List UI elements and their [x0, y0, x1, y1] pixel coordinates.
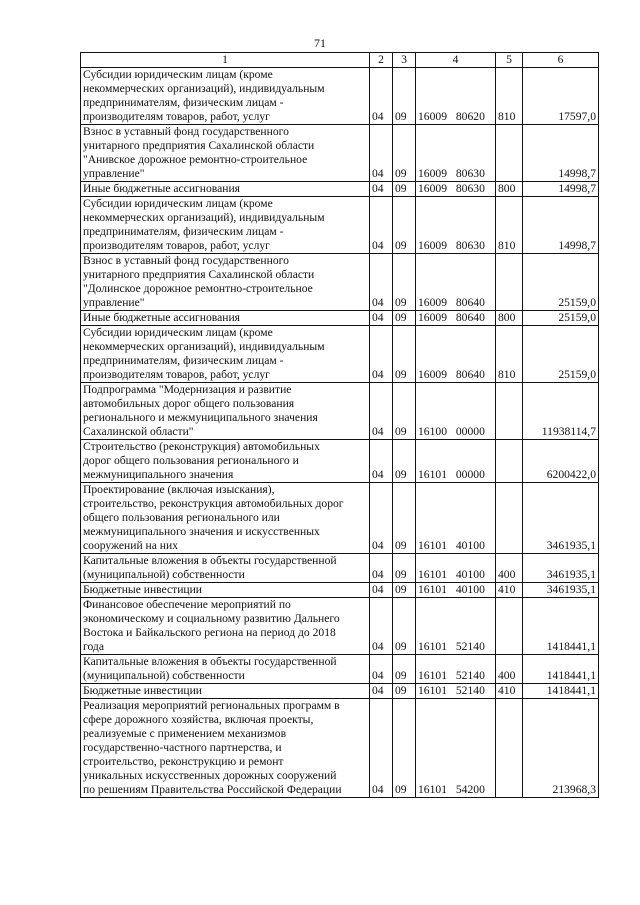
expense-type-code [496, 598, 523, 655]
amount: 6200422,0 [523, 440, 599, 483]
subsection-code: 09 [393, 684, 416, 699]
amount: 25159,0 [523, 311, 599, 326]
subsection-code: 09 [393, 699, 416, 798]
header-row [81, 53, 599, 68]
item-description: Субсидии юридическим лицам (кроме некоммерческих организаций), индивидуальным предпринимателям, физическим лицам - производителям товаров, работ, услуг [81, 197, 370, 254]
expense-type-code [496, 254, 523, 311]
section-code: 04 [370, 440, 393, 483]
expense-type-code: 800 [496, 311, 523, 326]
subsection-code: 09 [393, 125, 416, 182]
column-header: 3 [393, 53, 416, 68]
subsection-code: 09 [393, 254, 416, 311]
section-code: 04 [370, 254, 393, 311]
table-row [81, 483, 599, 554]
item-description: Иные бюджетные ассигнования [81, 182, 370, 197]
amount: 1418441,1 [523, 598, 599, 655]
table-row [81, 254, 599, 311]
column-header: 6 [523, 53, 599, 68]
target-article-code: 16009 80640 [416, 254, 496, 311]
target-article-code: 16009 80640 [416, 326, 496, 383]
item-description: Подпрограмма "Модернизация и развитие автомобильных дорог общего пользования регионального и межмуниципального значения Сахалинской области" [81, 383, 370, 440]
subsection-code: 09 [393, 554, 416, 583]
target-article-code: 16100 00000 [416, 383, 496, 440]
amount: 1418441,1 [523, 684, 599, 699]
table-row [81, 326, 599, 383]
section-code: 04 [370, 182, 393, 197]
table-row [81, 68, 599, 125]
target-article-code: 16101 52140 [416, 598, 496, 655]
section-code: 04 [370, 311, 393, 326]
item-description: Капитальные вложения в объекты государственной (муниципальной) собственности [81, 655, 370, 684]
amount: 213968,3 [523, 699, 599, 798]
section-code: 04 [370, 583, 393, 598]
table-row [81, 125, 599, 182]
table-row [81, 311, 599, 326]
target-article-code: 16101 40100 [416, 554, 496, 583]
table-row [81, 440, 599, 483]
target-article-code: 16101 52140 [416, 655, 496, 684]
table-row [81, 383, 599, 440]
item-description: Субсидии юридическим лицам (кроме некоммерческих организаций), индивидуальным предпринимателям, физическим лицам - производителям товаров, работ, услуг [81, 68, 370, 125]
budget-table [80, 52, 599, 798]
column-header: 4 [416, 53, 496, 68]
expense-type-code [496, 699, 523, 798]
section-code: 04 [370, 598, 393, 655]
subsection-code: 09 [393, 583, 416, 598]
target-article-code: 16009 80630 [416, 197, 496, 254]
section-code: 04 [370, 125, 393, 182]
table-row [81, 684, 599, 699]
subsection-code: 09 [393, 68, 416, 125]
expense-type-code [496, 125, 523, 182]
item-description: Иные бюджетные ассигнования [81, 311, 370, 326]
amount: 3461935,1 [523, 483, 599, 554]
expense-type-code: 810 [496, 197, 523, 254]
subsection-code: 09 [393, 182, 416, 197]
column-header: 2 [370, 53, 393, 68]
subsection-code: 09 [393, 655, 416, 684]
section-code: 04 [370, 554, 393, 583]
amount: 3461935,1 [523, 583, 599, 598]
section-code: 04 [370, 483, 393, 554]
expense-type-code: 810 [496, 326, 523, 383]
item-description: Финансовое обеспечение мероприятий по экономическому и социальному развитию Дальнего Востока и Байкальского региона на период до 2018 года [81, 598, 370, 655]
expense-type-code: 400 [496, 655, 523, 684]
expense-type-code: 400 [496, 554, 523, 583]
subsection-code: 09 [393, 197, 416, 254]
table-row [81, 197, 599, 254]
item-description: Субсидии юридическим лицам (кроме некоммерческих организаций), индивидуальным предпринимателям, физическим лицам - производителям товаров, работ, услуг [81, 326, 370, 383]
expense-type-code: 810 [496, 68, 523, 125]
item-description: Бюджетные инвестиции [81, 684, 370, 699]
table-row [81, 583, 599, 598]
target-article-code: 16101 54200 [416, 699, 496, 798]
subsection-code: 09 [393, 440, 416, 483]
target-article-code: 16101 52140 [416, 684, 496, 699]
expense-type-code: 800 [496, 182, 523, 197]
section-code: 04 [370, 699, 393, 798]
item-description: Взнос в уставный фонд государственного унитарного предприятия Сахалинской области "Долинское дорожное ремонтно-строительное управление" [81, 254, 370, 311]
item-description: Бюджетные инвестиции [81, 583, 370, 598]
section-code: 04 [370, 684, 393, 699]
table-row [81, 655, 599, 684]
amount: 25159,0 [523, 254, 599, 311]
column-header: 5 [496, 53, 523, 68]
table-row [81, 699, 599, 798]
expense-type-code: 410 [496, 684, 523, 699]
section-code: 04 [370, 655, 393, 684]
subsection-code: 09 [393, 326, 416, 383]
amount: 14998,7 [523, 197, 599, 254]
item-description: Реализация мероприятий региональных программ в сфере дорожного хозяйства, включая проекты, реализуемые с применением механизмов государственно-частного партнерства, и строительство, реконструкцию и ремонт уникальных искусственных дорожных сооружений по решениям Правительства Российской Федерации [81, 699, 370, 798]
item-description: Строительство (реконструкция) автомобильных дорог общего пользования регионального и межмуниципального значения [81, 440, 370, 483]
column-header: 1 [81, 53, 370, 68]
table-row [81, 554, 599, 583]
table-row [81, 182, 599, 197]
subsection-code: 09 [393, 598, 416, 655]
section-code: 04 [370, 197, 393, 254]
section-code: 04 [370, 68, 393, 125]
item-description: Взнос в уставный фонд государственного унитарного предприятия Сахалинской области "Анивское дорожное ремонтно-строительное управление" [81, 125, 370, 182]
item-description: Проектирование (включая изыскания), строительство, реконструкция автомобильных дорог общего пользования регионального или межмуниципального значения и искусственных сооружений на них [81, 483, 370, 554]
section-code: 04 [370, 383, 393, 440]
amount: 25159,0 [523, 326, 599, 383]
amount: 11938114,7 [523, 383, 599, 440]
amount: 14998,7 [523, 182, 599, 197]
subsection-code: 09 [393, 311, 416, 326]
target-article-code: 16009 80630 [416, 182, 496, 197]
amount: 1418441,1 [523, 655, 599, 684]
table-body [81, 68, 599, 798]
target-article-code: 16009 80620 [416, 68, 496, 125]
amount: 3461935,1 [523, 554, 599, 583]
table-row [81, 598, 599, 655]
subsection-code: 09 [393, 383, 416, 440]
target-article-code: 16101 00000 [416, 440, 496, 483]
expense-type-code [496, 440, 523, 483]
expense-type-code [496, 383, 523, 440]
amount: 17597,0 [523, 68, 599, 125]
target-article-code: 16009 80630 [416, 125, 496, 182]
target-article-code: 16101 40100 [416, 583, 496, 598]
amount: 14998,7 [523, 125, 599, 182]
expense-type-code [496, 483, 523, 554]
expense-type-code: 410 [496, 583, 523, 598]
page-number: 71 [314, 36, 326, 50]
target-article-code: 16101 40100 [416, 483, 496, 554]
subsection-code: 09 [393, 483, 416, 554]
item-description: Капитальные вложения в объекты государственной (муниципальной) собственности [81, 554, 370, 583]
section-code: 04 [370, 326, 393, 383]
target-article-code: 16009 80640 [416, 311, 496, 326]
